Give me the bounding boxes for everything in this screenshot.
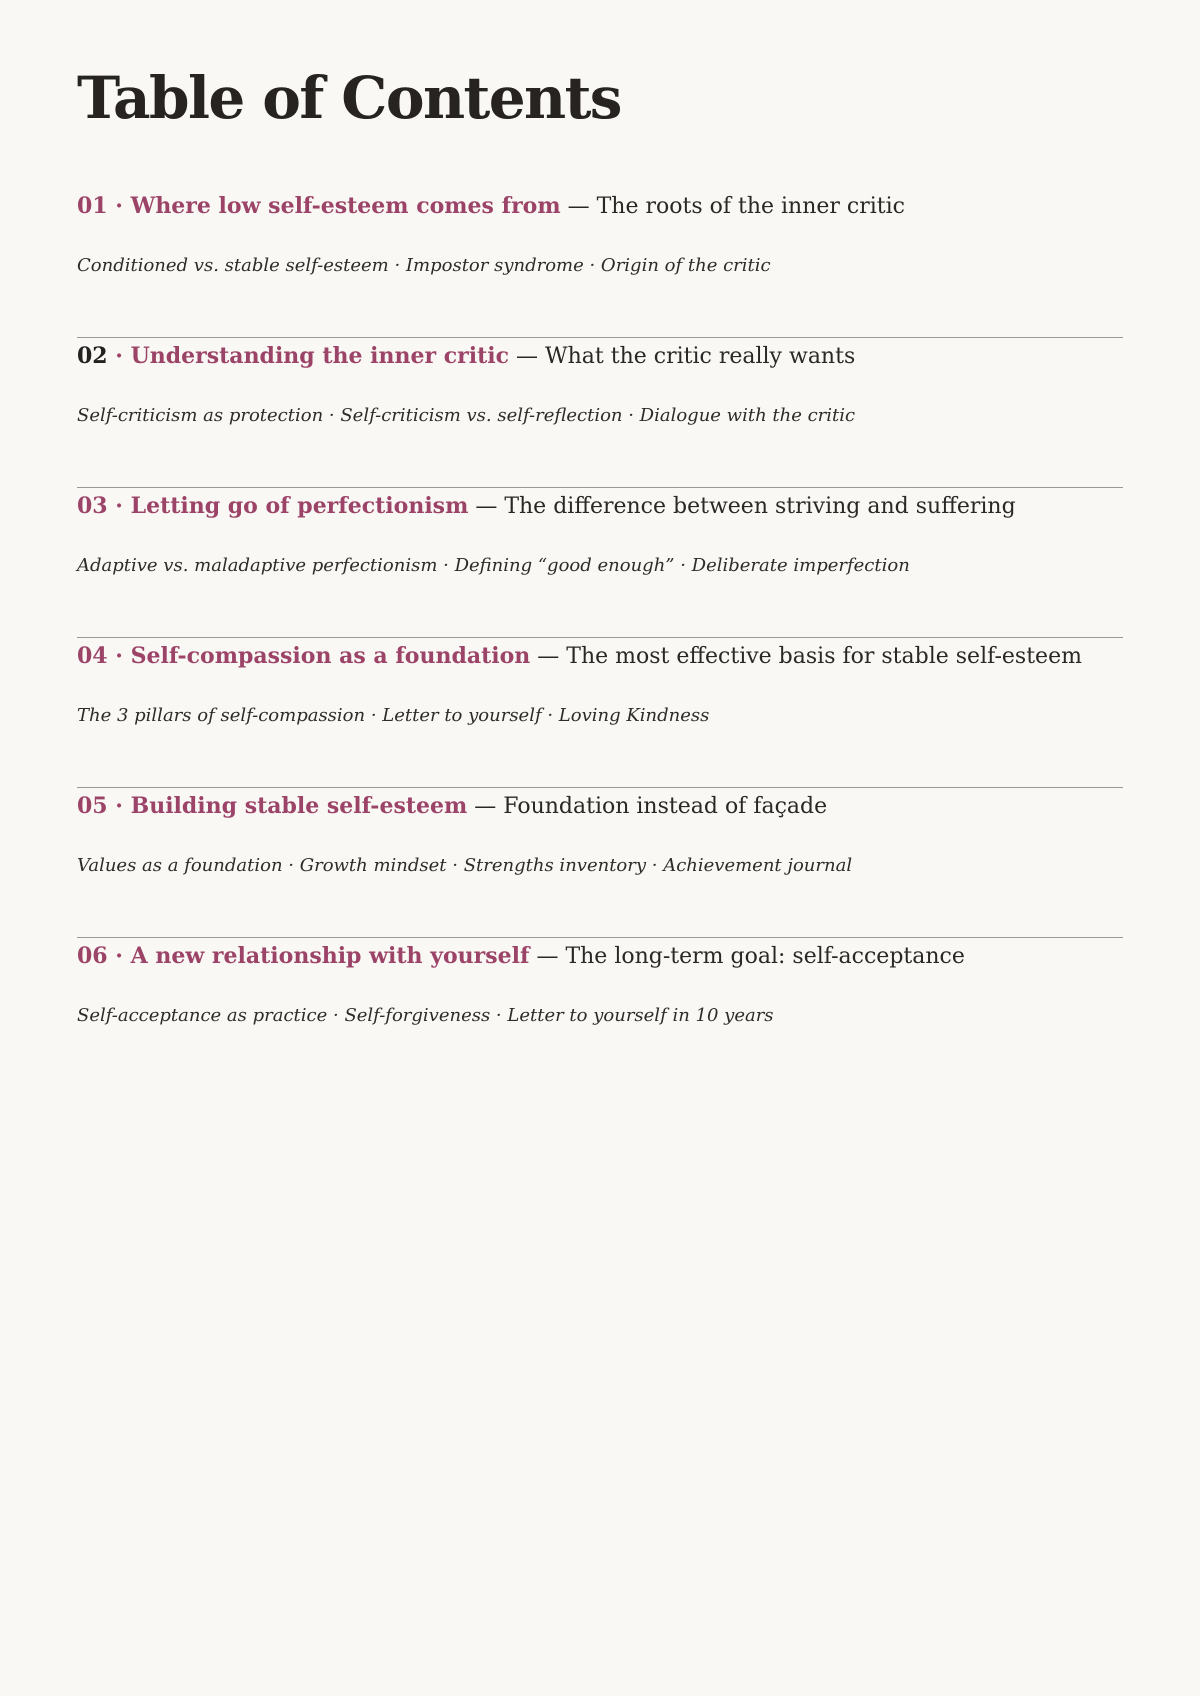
title-dash: —: [529, 944, 566, 969]
chapter-title: A new relationship with yourself: [130, 943, 530, 969]
toc-entry-05[interactable]: [77, 788, 1123, 938]
chapter-separator: ·: [107, 943, 131, 969]
toc-entry-06[interactable]: [77, 938, 1123, 1088]
title-dash: —: [509, 344, 546, 369]
chapter-number: 05: [77, 793, 108, 819]
entry-heading: [77, 638, 1082, 674]
chapter-subtitle: The difference between striving and suffering: [504, 494, 1016, 519]
chapter-topics: The 3 pillars of self-compassion · Letter to yourself · Loving Kindness: [77, 705, 710, 726]
chapter-subtitle: The roots of the inner critic: [596, 194, 905, 219]
chapter-topics: Adaptive vs. maladaptive perfectionism · Defining “good enough” · Deliberate imperfection: [77, 555, 910, 576]
toc-entry-03[interactable]: [77, 488, 1123, 638]
title-dash: —: [468, 494, 505, 519]
entry-heading: [77, 188, 905, 224]
chapter-number: 06: [77, 943, 108, 969]
chapter-title: Self-compassion as a foundation: [130, 643, 531, 669]
chapter-separator: ·: [107, 193, 131, 219]
chapter-title: Letting go of perfectionism: [130, 493, 469, 519]
entry-heading: [77, 338, 855, 374]
page-title: Table of Contents: [77, 64, 621, 132]
chapter-title: Where low self-esteem comes from: [130, 193, 561, 219]
chapter-separator: ·: [107, 343, 131, 369]
entry-heading: [77, 488, 1016, 524]
chapter-number: 02: [77, 343, 108, 369]
chapter-number: 04: [77, 643, 108, 669]
chapter-subtitle: What the critic really wants: [545, 344, 856, 369]
chapter-separator: ·: [107, 793, 131, 819]
toc-entry-04[interactable]: [77, 638, 1123, 788]
toc-list: [77, 188, 1123, 1088]
chapter-title: Building stable self-esteem: [130, 793, 468, 819]
entry-heading: [77, 788, 827, 824]
title-dash: —: [467, 794, 504, 819]
chapter-number: 03: [77, 493, 108, 519]
chapter-subtitle: The long-term goal: self-acceptance: [565, 944, 965, 969]
chapter-topics: Values as a foundation · Growth mindset · Strengths inventory · Achievement journal: [77, 855, 853, 876]
chapter-topics: Self-acceptance as practice · Self-forgiveness · Letter to yourself in 10 years: [77, 1005, 774, 1026]
title-dash: —: [560, 194, 597, 219]
chapter-topics: Self-criticism as protection · Self-criticism vs. self-reflection · Dialogue with the critic: [77, 405, 856, 426]
entry-heading: [77, 938, 965, 974]
chapter-subtitle: The most effective basis for stable self-esteem: [566, 644, 1082, 669]
chapter-number: 01: [77, 193, 108, 219]
chapter-topics: Conditioned vs. stable self-esteem · Impostor syndrome · Origin of the critic: [77, 255, 771, 276]
chapter-separator: ·: [107, 643, 131, 669]
toc-entry-01[interactable]: [77, 188, 1123, 338]
title-dash: —: [530, 644, 567, 669]
chapter-subtitle: Foundation instead of façade: [503, 794, 828, 819]
toc-entry-02[interactable]: [77, 338, 1123, 488]
chapter-title: Understanding the inner critic: [130, 343, 510, 369]
chapter-separator: ·: [107, 493, 131, 519]
